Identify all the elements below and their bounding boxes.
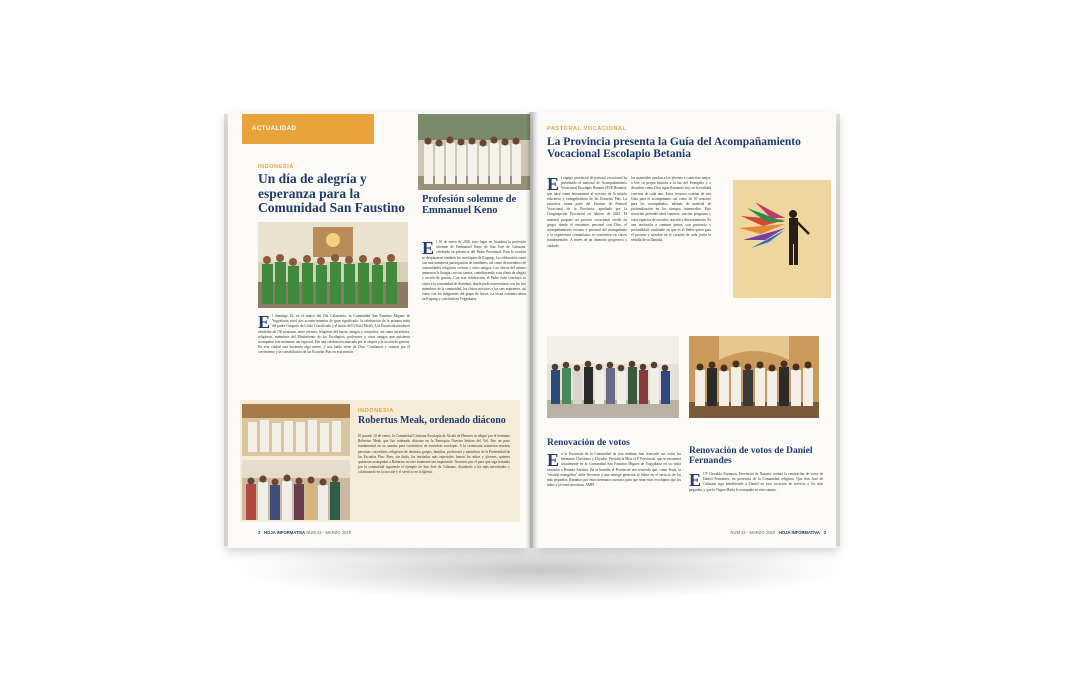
article2-text: l 16 de enero de 2026 tuvo lugar en Atambua la profesión solemne de Emmanuel Keno de San José de Calasanz, celebrada en presencia del Padre Provincial. Para la ocasión se desplazaron también los escolapios de Kupang. La celebración contó con una numerosa participación de familiares, así como de miembros de comunidades religiosas vecinas y otros amigos. Los chicos del mismo animaron la liturgia con sus cantos, contribuyendo a un clima de alegría y acción de gracias. Con esta celebración, el Padre Iván concluyó su visita a la comunidad de Atambua, donde pudo entrevistarse con los tres miembros de la comunidad, los chicos novicios y los seis aspirantes, así como con los integrantes del grupo de laicos. La visita continúa ahora en Kupang y concluirá en Yogyakarta. xyxy=(422,240,526,302)
magazine-spine xyxy=(526,112,538,548)
right-dropcap: E xyxy=(547,176,560,194)
left-page xyxy=(228,112,531,548)
magazine-shadow xyxy=(240,540,840,600)
illustration-person-with-colorful-wings xyxy=(733,180,831,298)
article3-photo-families xyxy=(242,460,350,520)
article3-daniel-body xyxy=(689,472,823,528)
right-kicker: PASTORAL VOCACIONAL xyxy=(547,126,627,132)
article3-body: El pasado 10 de enero, la Comunidad Cristiana Escolapia de Alcalá de Henares se alegró por el hermano Robertus Meak que fue ordenado diácono en la Parroquia Nuestra Señora del Val. Fue un paso fundamental en su camino para convertirse en sacerdote escolapio. A la ceremonia asistieron muchas personas: sacerdotes, religiosos de distintos grupos, familias, profesores y miembros de la Fraternidad de las Escuelas Pías. Pero, sin duda, los invitados más especiales fueron los niños y jóvenes, quienes quisieron acompañar a Robertus en este momento tan importante. Nosotros por el para que siga tratando por la comunidad siguiendo el ejemplo de San José de Calasanz. Ayudando a los más necesitados y colaborando en la oración y el servicio en la Iglesia. xyxy=(358,434,510,475)
article2-renovacion-text: n la Eucaristía de la Comunidad de esta mañana, han renovado sus votos los hermanos Christiano y Eliyudin. Presidió la Misa el P. Provincial, que se encuentra actualmente en la Comunidad San Faustino Miguez de Yogyakarta en su visita canónica a Betania Asiática. En la homilía el Provincial nos recuerda que, como Jesús, la "escuela evangélica" debe llevarnos a una entrega generosa al Señor en el servicio de los más pequeños. Rezamos por estos hermanos nuestros para que sean estos escolapios que los niños y jóvenes necesitan. AMPI xyxy=(547,452,681,488)
left-issue: NUM 32 · MARZO 2026 xyxy=(306,530,352,535)
article3-photo-community xyxy=(689,336,819,418)
left-footer: 2 · HOJA INFORMATIVA NUM 32 · MARZO 2026 xyxy=(258,530,352,535)
article3-daniel-headline: Renovación de votos de Daniel Fernandes xyxy=(689,446,813,467)
article1-photo-group-green-vestments xyxy=(258,222,408,308)
right-page xyxy=(533,112,836,548)
article2-renovacion-headline: Renovación de votos xyxy=(547,438,630,448)
article2-dropcap: E xyxy=(422,240,435,258)
article2-renovacion-body xyxy=(547,452,681,528)
article3-kicker: INDONESIA xyxy=(358,408,394,414)
article3-daniel-dropcap: E xyxy=(689,472,702,490)
article1-kicker: INDONESIA xyxy=(258,164,294,170)
article3-headline: Robertus Meak, ordenado diácono xyxy=(358,415,506,426)
article2-body xyxy=(422,240,526,400)
article1-dropcap: E xyxy=(258,314,271,332)
open-magazine xyxy=(228,112,836,548)
right-issue: NUM 32 · MARZO 2026 xyxy=(730,530,776,535)
right-footer: NUM 32 · MARZO 2026 · HOJA INFORMATIVA · 3 xyxy=(730,530,826,535)
right-body-col1 xyxy=(547,176,627,346)
article1-headline: Un día de alegría y esperanza para la Comunidad San Faustino xyxy=(258,171,406,216)
article2-photo-youth-group xyxy=(547,336,679,418)
article2-photo-white-robes xyxy=(418,114,530,190)
section-tag: ACTUALIDAD xyxy=(242,114,374,144)
right-page-number: 3 xyxy=(823,530,826,535)
right-headline: La Provincia presenta la Guía del Acompañamiento Vocacional Escolapio Betania xyxy=(547,136,801,161)
article1-text: l domingo 25, en el marco del Día Calasancio, la Comunidad San Faustino Miguez de Yogyakarta vivió dos acontecimientos de gran significado: la celebración de la primera misa del padre Gregorio de Cristo Crucificado y el inicio del G-Kal (Moid). A la Eucaristía asistieron alrededor de 150 personas, entre jóvenes, feligreses del barrio, amigos y conocidos, así como sacerdotes, religiosos, miembros del Movimiento de los Escolapios, profesores y otros amigos que quisieron acompañar este momento tan especial. Fue una celebración marcada por la alegría y la acción de gracias. En esta ciudad está haciendo algo nuevo, y nos habla viene de Dios. Confiamos y oramos por el crecimiento y la consolidación de las Escuelas Pías en esta misión. xyxy=(258,314,410,355)
right-body-col1-text: l equipo provincial de pastoral vocacional ha presentado el material de Acompañamiento Vocacional Escolapio Betania (AVE Betania), que nace como herramienta al servicio de la misión educativa y evangelizadora de las Escuelas Pías. La iniciativa forma parte del Estatuto de Pastoral Vocacional de la Provincia, aprobado por la Congregación Provincial en febrero de 2025. El material propone un proceso vocacional vivido en grupo, donde el encuentro personal con Dios, el acompañamiento cercano y personal del acompañante y la experiencia comunitaria, se convierten en claves fundamentales. A través de un itinerario progresivo y cuidado, xyxy=(547,176,627,248)
left-page-number: 2 xyxy=(258,530,261,535)
article2-renovacion-dropcap: E xyxy=(547,452,560,470)
right-publication: HOJA INFORMATIVA xyxy=(778,530,820,535)
right-body-col2: los materiales ayudan a los jóvenes a conocerse mejor, a leer su propia historia a la luz del Evangelio y a descubrir cómo Dios sigue llamando hoy, en la realidad concreta de cada uno. Estos recursos constan de una Guía para el acompañante, así como de 10 sesiones para los acompañados, además de material de profundización en los tiempos intermedios. Este recorrido pretende abrir caminos, suscitar preguntas y crear espacios de escucha, oración y discernimiento. Es una invitación a caminar juntos, con paciencia y profundidad, confiando en que es el Señor quien guía el proceso y siembra en el corazón de cada joven la semilla de su llamada. xyxy=(631,176,711,243)
article2-headline: Profesión solemne de Emmanuel Keno xyxy=(422,194,517,217)
page-stack-right xyxy=(836,114,840,546)
article3-photo-ordination xyxy=(242,404,350,456)
article3-daniel-text: l P. Oswaldo Espinoza, Provincial de Nazaret, recibió la renovación de votos de Daniel Fernandes, en presencia de la Comunidad religiosa. Que San José de Calasanz siga bendiciendo a Daniel en esta vocación de servicio a los más pequeños y que la Virgen María le acompañe en este camino. xyxy=(689,472,823,492)
left-publication: HOJA INFORMATIVA xyxy=(264,530,306,535)
